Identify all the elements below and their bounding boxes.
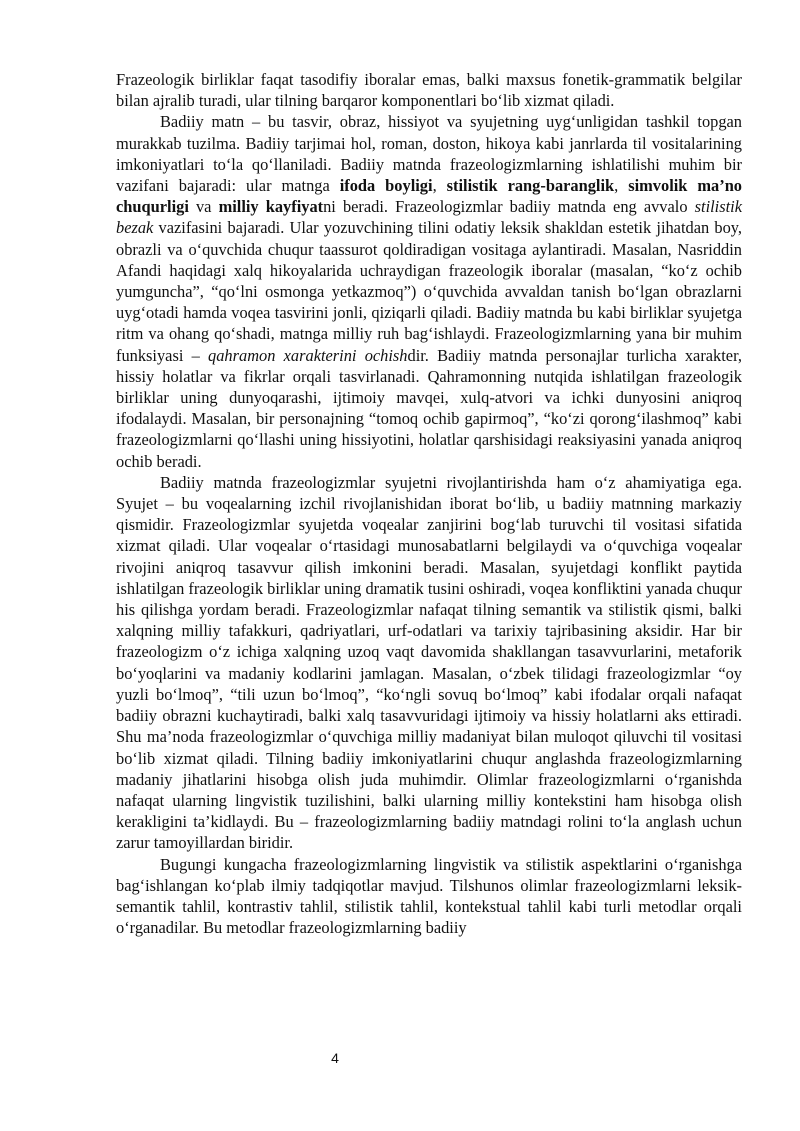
bold-term: stilistik rang-baranglik [446,176,615,196]
text-run: va [188,197,219,217]
text-run: Bugungi kungacha frazeologizmlarning lingvistik va stilistik aspektlarini o‘rganishga bag‘ishlangan ko‘plab ilmiy tadqiqotlar mavjud. Tilshunos olimlar frazeologizmlarni leksik-semantik tahlil, kontrastiv tahlil, stilistik tahlil, kontekstual tahlil kabi turli metodlar orqali o‘rganadilar. Bu metodlar frazeologizmlarning badiiy [116,854,742,938]
paragraph [116,472,742,854]
text-run: Badiiy matn – bu tasvir, obraz, hissiyot va syujetning uyg‘unligidan tashkil topgan murakkab tuzilma. Badiiy tarjimai hol, roman, doston, hikoya kabi janrlarda til vositalarining imkoniyatlari to‘la qo‘llaniladi. Badiiy matnda frazeologizmlarning ishlatilishi muhim bir vazifani bajaradi: ular matnga [116,112,742,196]
paragraph [116,854,742,939]
text-run: vazifasini bajaradi. Ular yozuvchining tilini odatiy leksik shakldan estetik jihatdan boy, obrazli va o‘quvchida chuqur taassurot qoldiradigan vositaga aylantiradi. Masalan, Nasriddin Afandi haqidagi xalq hikoyalarida uchraydigan frazeologik iboralar (masalan, “ko‘z ochib yumguncha”, “qo‘lni osmonga yetkazmoq”) o‘quvchida avvaldan tanish bo‘lgan obrazlarni uyg‘otadi hamda voqea tasvirini jonli, qiziqarli qiladi. Badiiy matnda bu kabi birliklar syujetga ritm va ohang qo‘shadi, matnga milliy ruh bag‘ishlaydi. Frazeologizmlarning yana bir muhim funksiyasi – [116,218,742,365]
bold-term: ifoda boyligi [339,176,433,196]
text-run: Frazeologik birliklar faqat tasodifiy iboralar emas, balki maxsus fonetik-grammatik belgilar bilan ajralib turadi, ular tilning barqaror komponentlari bo‘lib xizmat qiladi. [116,70,742,111]
text-run: , [614,176,629,196]
text-run: ni beradi. Frazeologizmlar badiiy matnda eng avvalo [323,197,695,217]
italic-term: stilistik bezak [116,197,742,238]
text-run: Badiiy matnda frazeologizmlar syujetni rivojlantirishda ham o‘z ahamiyatiga ega. Syujet – bu voqealarning izchil rivojlanishidan iborat bo‘lib, u badiiy matnning markaziy qismidir. Frazeologizmlar syujetda voqealar zanjirini bog‘lab turuvchi til vositasi sifatida xizmat qiladi. Ular voqealar o‘rtasidagi munosabatlarni belgilaydi va o‘quvchiga voqealar rivojini aniqroq tasavvur qilish imkonini beradi. Masalan, syujetdagi konflikt paytida ishlatilgan frazeologik birliklar uning dramatik tusini oshiradi, voqea konfliktini yanada chuqur his qilishga yordam beradi. Frazeologizmlar nafaqat tilning semantik va stilistik qismi, balki xalqning milliy tafakkuri, qadriyatlari, urf-odatlari va tarixiy tajribasining aksidir. Har bir frazeologizm o‘z ichiga xalqning uzoq vaqt davomida shakllangan tasavvurlarini, metaforik bo‘yoqlarini va madaniy kodlarini jamlagan. Masalan, o‘zbek tilidagi frazeologizmlar “oy yuzli bo‘lmoq”, “tili uzun bo‘lmoq”, “ko‘ngli sovuq bo‘lmoq” kabi ifodalar orqali nafaqat badiiy obrazni kuchaytiradi, balki xalq tasavvuridagi ijtimoiy va hissiy holatlarni aks ettiradi. Shu ma’noda frazeologizmlar o‘quvchiga milliy madaniyat bilan muloqot qiluvchi til vositasi bo‘lib xizmat qiladi. Tilning badiiy imkoniyatlarini chuqur anglashda frazeologizmlarning madaniy jihatlarini hisobga olish juda muhimdir. Olimlar frazeologizmlarni o‘rganishda nafaqat ularning lingvistik tuzilishini, balki ularning milliy kontekstini ham hisobga olish kerakligini ta’kidlaydi. Bu – frazeologizmlarning badiiy matndagi rolini to‘la anglash uchun zarur tamoyillardan biridir. [116,472,742,853]
text-run: , [432,176,447,196]
bold-term: simvolik ma’no chuqurligi [116,176,742,217]
page-number: 4 [331,1050,339,1066]
text-run: dir. Badiiy matnda personajlar turlicha xarakter, hissiy holatlar va fikrlar orqali tasvirlanadi. Qahramonning nutqida ishlatilgan frazeologik birliklar uning dunyoqarashi, ijtimoiy mavqei, xulq-atvori va ichki dunyosini aniqroq ifodalaydi. Masalan, bir personajning “tomoq ochib gapirmoq”, “ko‘zi qorong‘ilashmoq” kabi frazeologizmlarni qo‘llashi uning hissiyotini, holatlar qarshisidagi reaksiyasini yanada aniqroq ochib beradi. [116,345,742,471]
body-text [116,69,742,938]
bold-term: milliy kayfiyat [218,197,324,217]
italic-term: qahramon xarakterini ochish [208,345,408,365]
paragraph [116,111,742,471]
paragraph [116,69,742,111]
